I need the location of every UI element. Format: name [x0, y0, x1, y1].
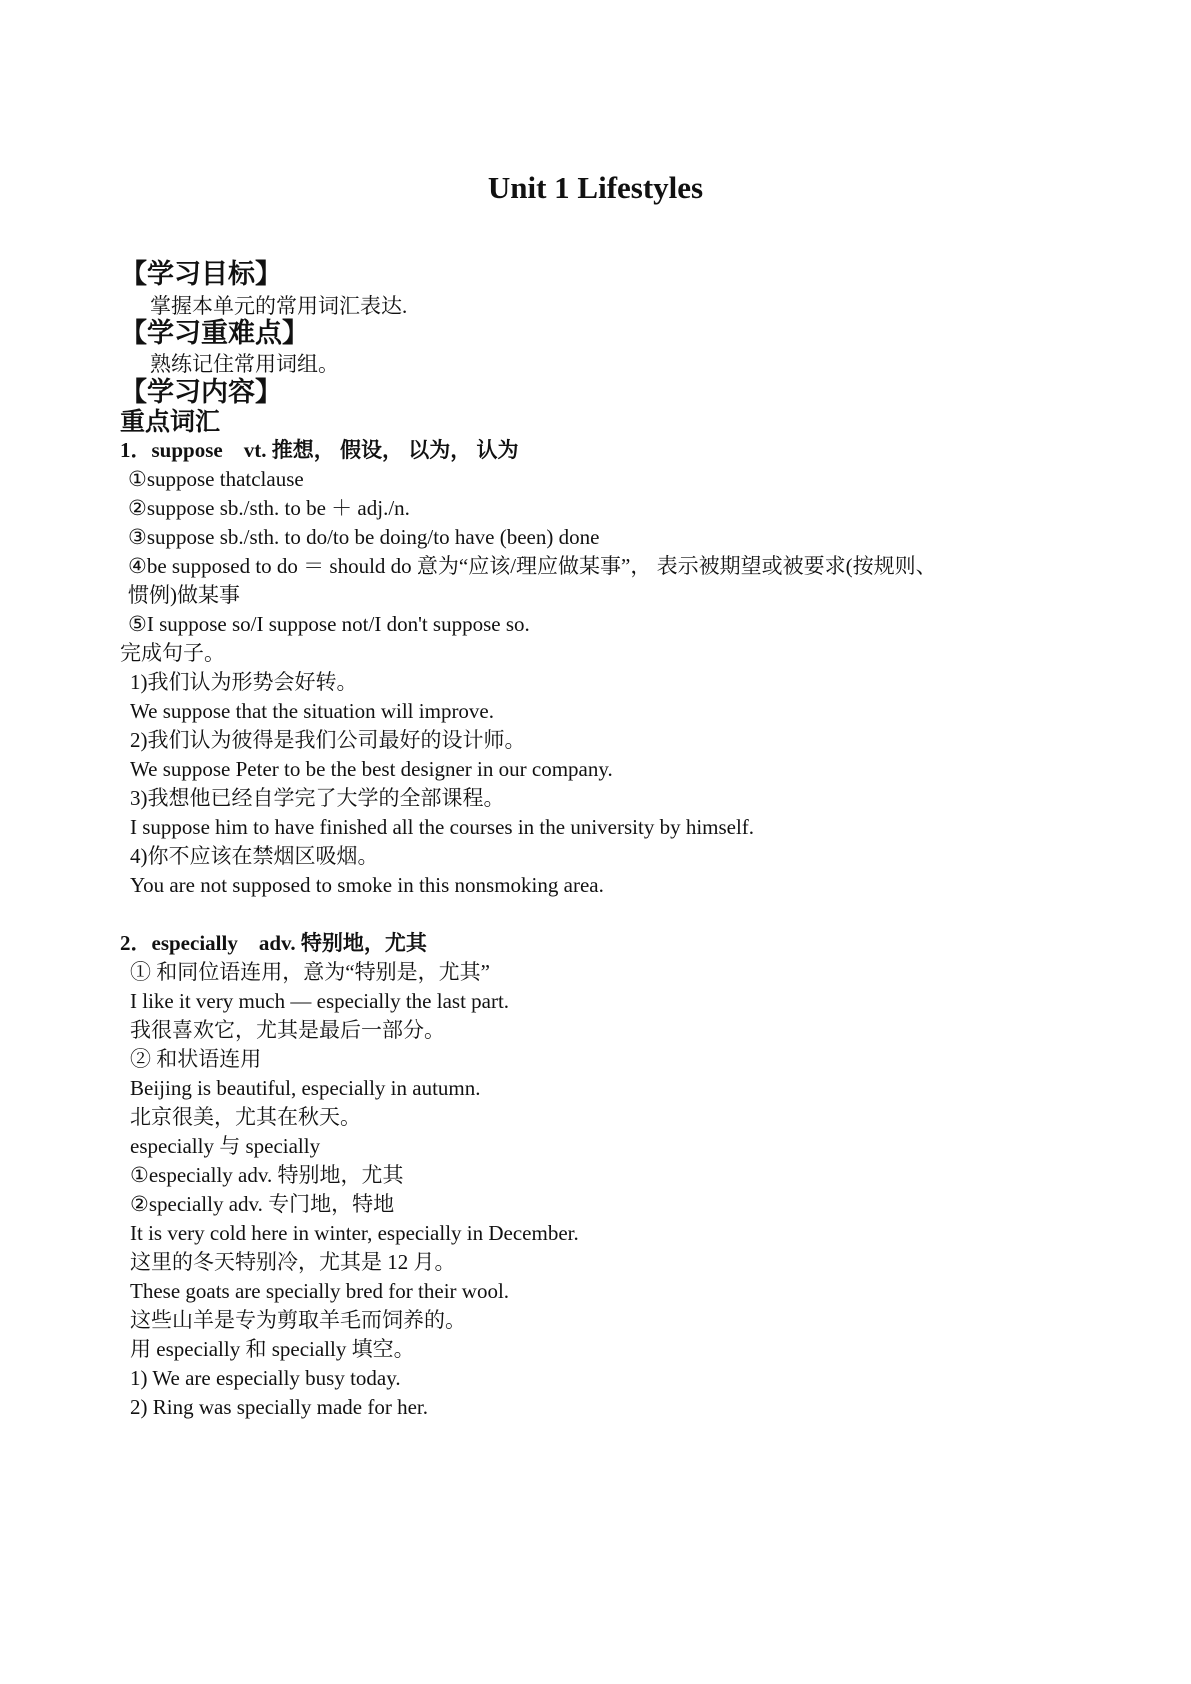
exercise-line: 3)我想他已经自学完了大学的全部课程。: [130, 786, 505, 810]
entry-line: 这些山羊是专为剪取羊毛而饲养的。: [130, 1308, 466, 1332]
entry-line: It is very cold here in winter, especially in December.: [130, 1221, 579, 1245]
entry-line: ① 和同位语连用，意为“特别是，尤其”: [130, 960, 490, 984]
exercise-line: You are not supposed to smoke in this nonsmoking area.: [130, 873, 604, 897]
vocab-heading: 重点词汇: [120, 407, 221, 436]
exercise-line: 1)我们认为形势会好转。: [130, 670, 358, 694]
exercise-line: I suppose him to have finished all the courses in the university by himself.: [130, 815, 755, 839]
entry-line: ②specially adv. 专门地，特地: [130, 1192, 395, 1216]
exercise-label: 完成句子。: [120, 641, 225, 665]
difficulty-heading: 【学习重难点】: [120, 318, 309, 349]
objective-heading: 【学习目标】: [120, 259, 282, 290]
exercise-line: 4)你不应该在禁烟区吸烟。: [130, 844, 379, 868]
entry-line: 用 especially 和 specially 填空。: [130, 1337, 415, 1361]
entry-line: especially 与 specially: [130, 1134, 321, 1158]
entry-headword-suppose: 1．suppose vt. 推想， 假设， 以为， 认为: [120, 438, 519, 462]
entry-line: These goats are specially bred for their wool.: [130, 1279, 510, 1303]
page-title: Unit 1 Lifestyles: [487, 170, 704, 205]
content-heading: 【学习内容】: [120, 377, 282, 408]
exercise-line: We suppose Peter to be the best designer in our company.: [130, 757, 613, 781]
difficulty-text: 熟练记住常用词组。: [150, 352, 339, 376]
exercise-line: We suppose that the situation will improve.: [130, 699, 495, 723]
usage-line: ③suppose sb./sth. to do/to be doing/to have (been) done: [128, 525, 600, 549]
entry-line: ①especially adv. 特别地，尤其: [130, 1163, 404, 1187]
entry-line: 2) Ring was specially made for her.: [130, 1395, 428, 1419]
usage-line: ①suppose thatclause: [128, 467, 304, 491]
entry-line: 这里的冬天特别冷，尤其是 12 月。: [130, 1250, 456, 1274]
objective-text: 掌握本单元的常用词汇表达.: [150, 294, 408, 318]
usage-line: 惯例)做某事: [128, 583, 240, 607]
entry-headword-especially: 2．especially adv. 特别地，尤其: [120, 931, 427, 955]
usage-line: ②suppose sb./sth. to be ＋ adj./n.: [128, 496, 410, 520]
entry-line: 北京很美，尤其在秋天。: [130, 1105, 361, 1129]
usage-line: ⑤I suppose so/I suppose not/I don't suppose so.: [128, 612, 530, 636]
entry-line: I like it very much — especially the last part.: [130, 989, 510, 1013]
exercise-line: 2)我们认为彼得是我们公司最好的设计师。: [130, 728, 526, 752]
entry-line: Beijing is beautiful, especially in autumn.: [130, 1076, 481, 1100]
entry-line: ② 和状语连用: [130, 1047, 262, 1071]
usage-line: ④be supposed to do ＝ should do 意为“应该/理应做某事”， 表示被期望或被要求(按规则、: [128, 554, 937, 578]
entry-line: 1) We are especially busy today.: [130, 1366, 401, 1390]
entry-line: 我很喜欢它，尤其是最后一部分。: [130, 1018, 445, 1042]
